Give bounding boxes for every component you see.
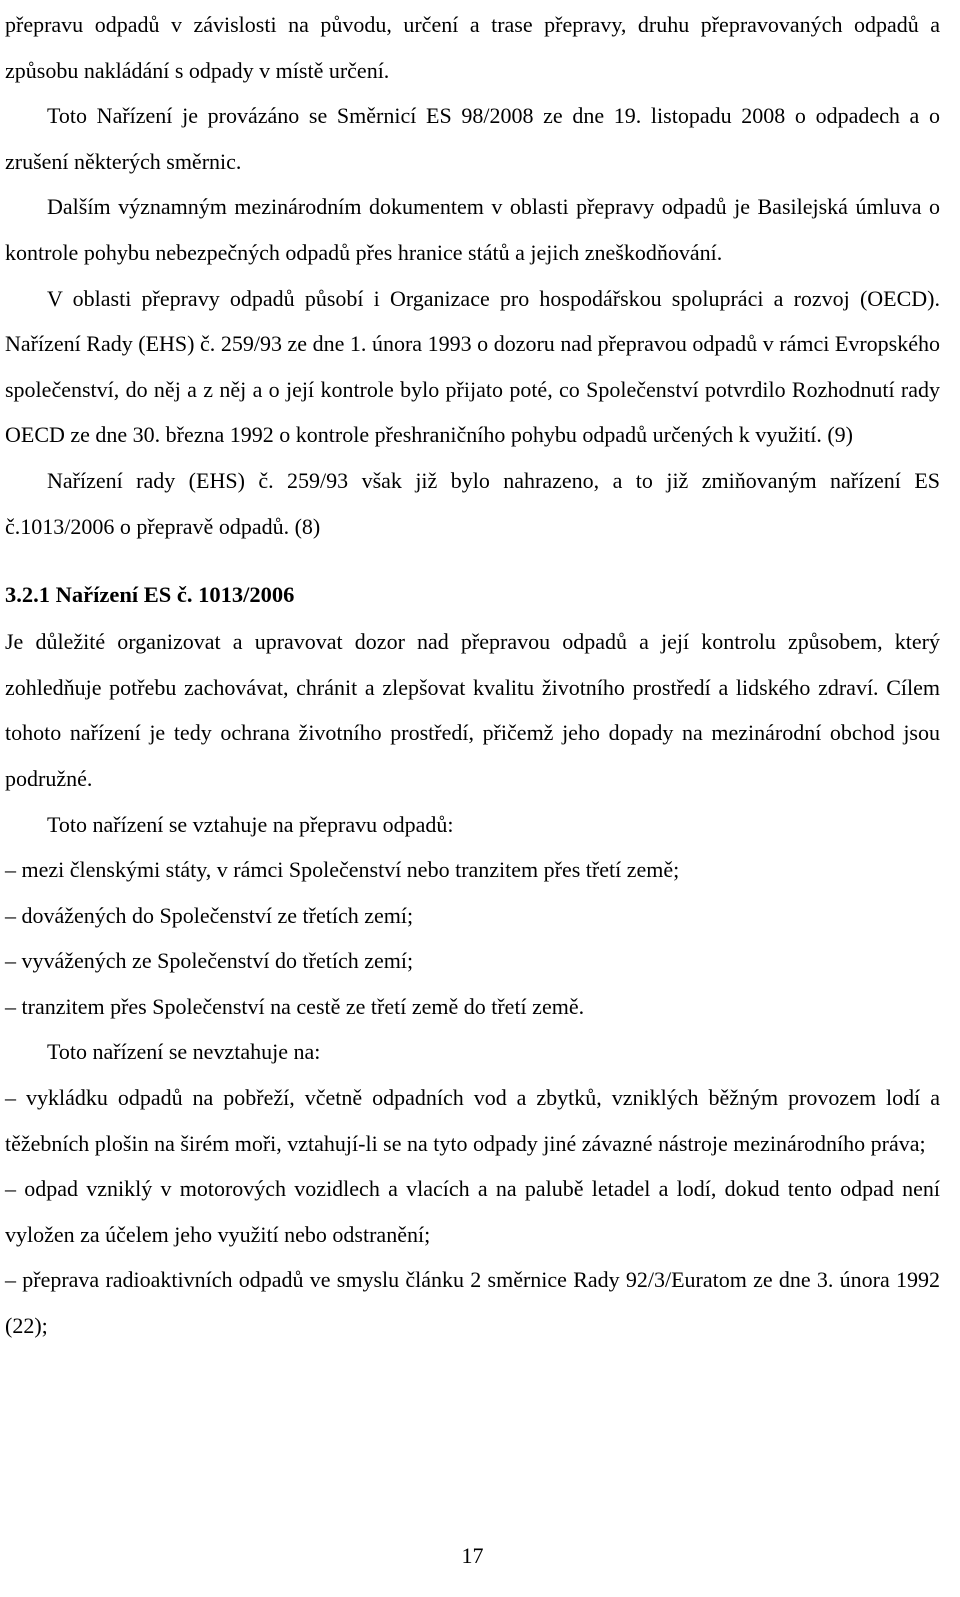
- paragraph-oecd: V oblasti přepravy odpadů působí i Organizace pro hospodářskou spolupráci a rozvoj (OECD). Nařízení Rady (EHS) č. 259/93 ze dne 1. února 1993 o dozoru nad přepravou odpadů v rámci Evropského společenství, do něj a z něj a o její kontrole bylo přijato poté, co Společenství potvrdilo Rozhodnutí rady OECD ze dne 30. března 1992 o kontrole přeshraničního pohybu odpadů určených k využití. (9): [5, 285, 940, 448]
- list-item: – tranzitem přes Společenství na cestě ze třetí země do třetí země.: [5, 993, 585, 1019]
- not-applies-intro: Toto nařízení se nevztahuje na:: [47, 1039, 321, 1065]
- list-item: – vykládku odpadů na pobřeží, včetně odpadních vod a zbytků, vzniklých běžným provozem lodí a těžebních plošin na širém moři, vztahují-li se na tyto odpady jiné závazné nástroje mezinárodního práva;: [5, 1085, 940, 1156]
- paragraph-transport-scope: přepravu odpadů v závislosti na původu, určení a trase přepravy, druhu přepravovaných odpadů a způsobu nakládání s odpady v místě určení.: [5, 12, 940, 83]
- list-item: – přeprava radioaktivních odpadů ve smyslu článku 2 směrnice Rady 92/3/Euratom ze dne 3. února 1992 (22);: [5, 1267, 940, 1339]
- list-item: – mezi členskými státy, v rámci Společenství nebo tranzitem přes třetí země;: [5, 857, 680, 883]
- paragraph-regulation-replaced: Nařízení rady (EHS) č. 259/93 však již bylo nahrazeno, a to již zmiňovaným nařízení ES č.1013/2006 o přepravě odpadů. (8): [5, 467, 940, 539]
- applies-intro: Toto nařízení se vztahuje na přepravu odpadů:: [47, 811, 454, 837]
- list-item: – dovážených do Společenství ze třetích zemí;: [5, 902, 414, 928]
- page-number: 17: [461, 1543, 484, 1568]
- paragraph-basel-convention: Dalším významným mezinárodním dokumentem v oblasti přepravy odpadů je Basilejská úmluva o kontrole pohybu nebezpečných odpadů přes hranice států a jejich zneškodňování.: [5, 194, 940, 265]
- paragraph-directive-link: Toto Nařízení je provázáno se Směrnicí ES 98/2008 ze dne 19. listopadu 2008 o odpadech a o zrušení některých směrnic.: [5, 103, 940, 174]
- list-item: – vyvážených ze Společenství do třetích zemí;: [5, 948, 414, 974]
- section-heading: 3.2.1 Nařízení ES č. 1013/2006: [5, 582, 295, 608]
- section-intro-paragraph: Je důležité organizovat a upravovat dozor nad přepravou odpadů a její kontrolu způsobem, který zohledňuje potřebu zachovávat, chránit a zlepšovat kvalitu životního prostředí a lidského zdraví. Cílem tohoto nařízení je tedy ochrana životního prostředí, přičemž jeho dopady na mezinárodní obchod jsou podružné.: [5, 629, 940, 791]
- list-item: – odpad vzniklý v motorových vozidlech a vlacích a na palubě letadel a lodí, dokud tento odpad není vyložen za účelem jeho využití nebo odstranění;: [5, 1176, 940, 1247]
